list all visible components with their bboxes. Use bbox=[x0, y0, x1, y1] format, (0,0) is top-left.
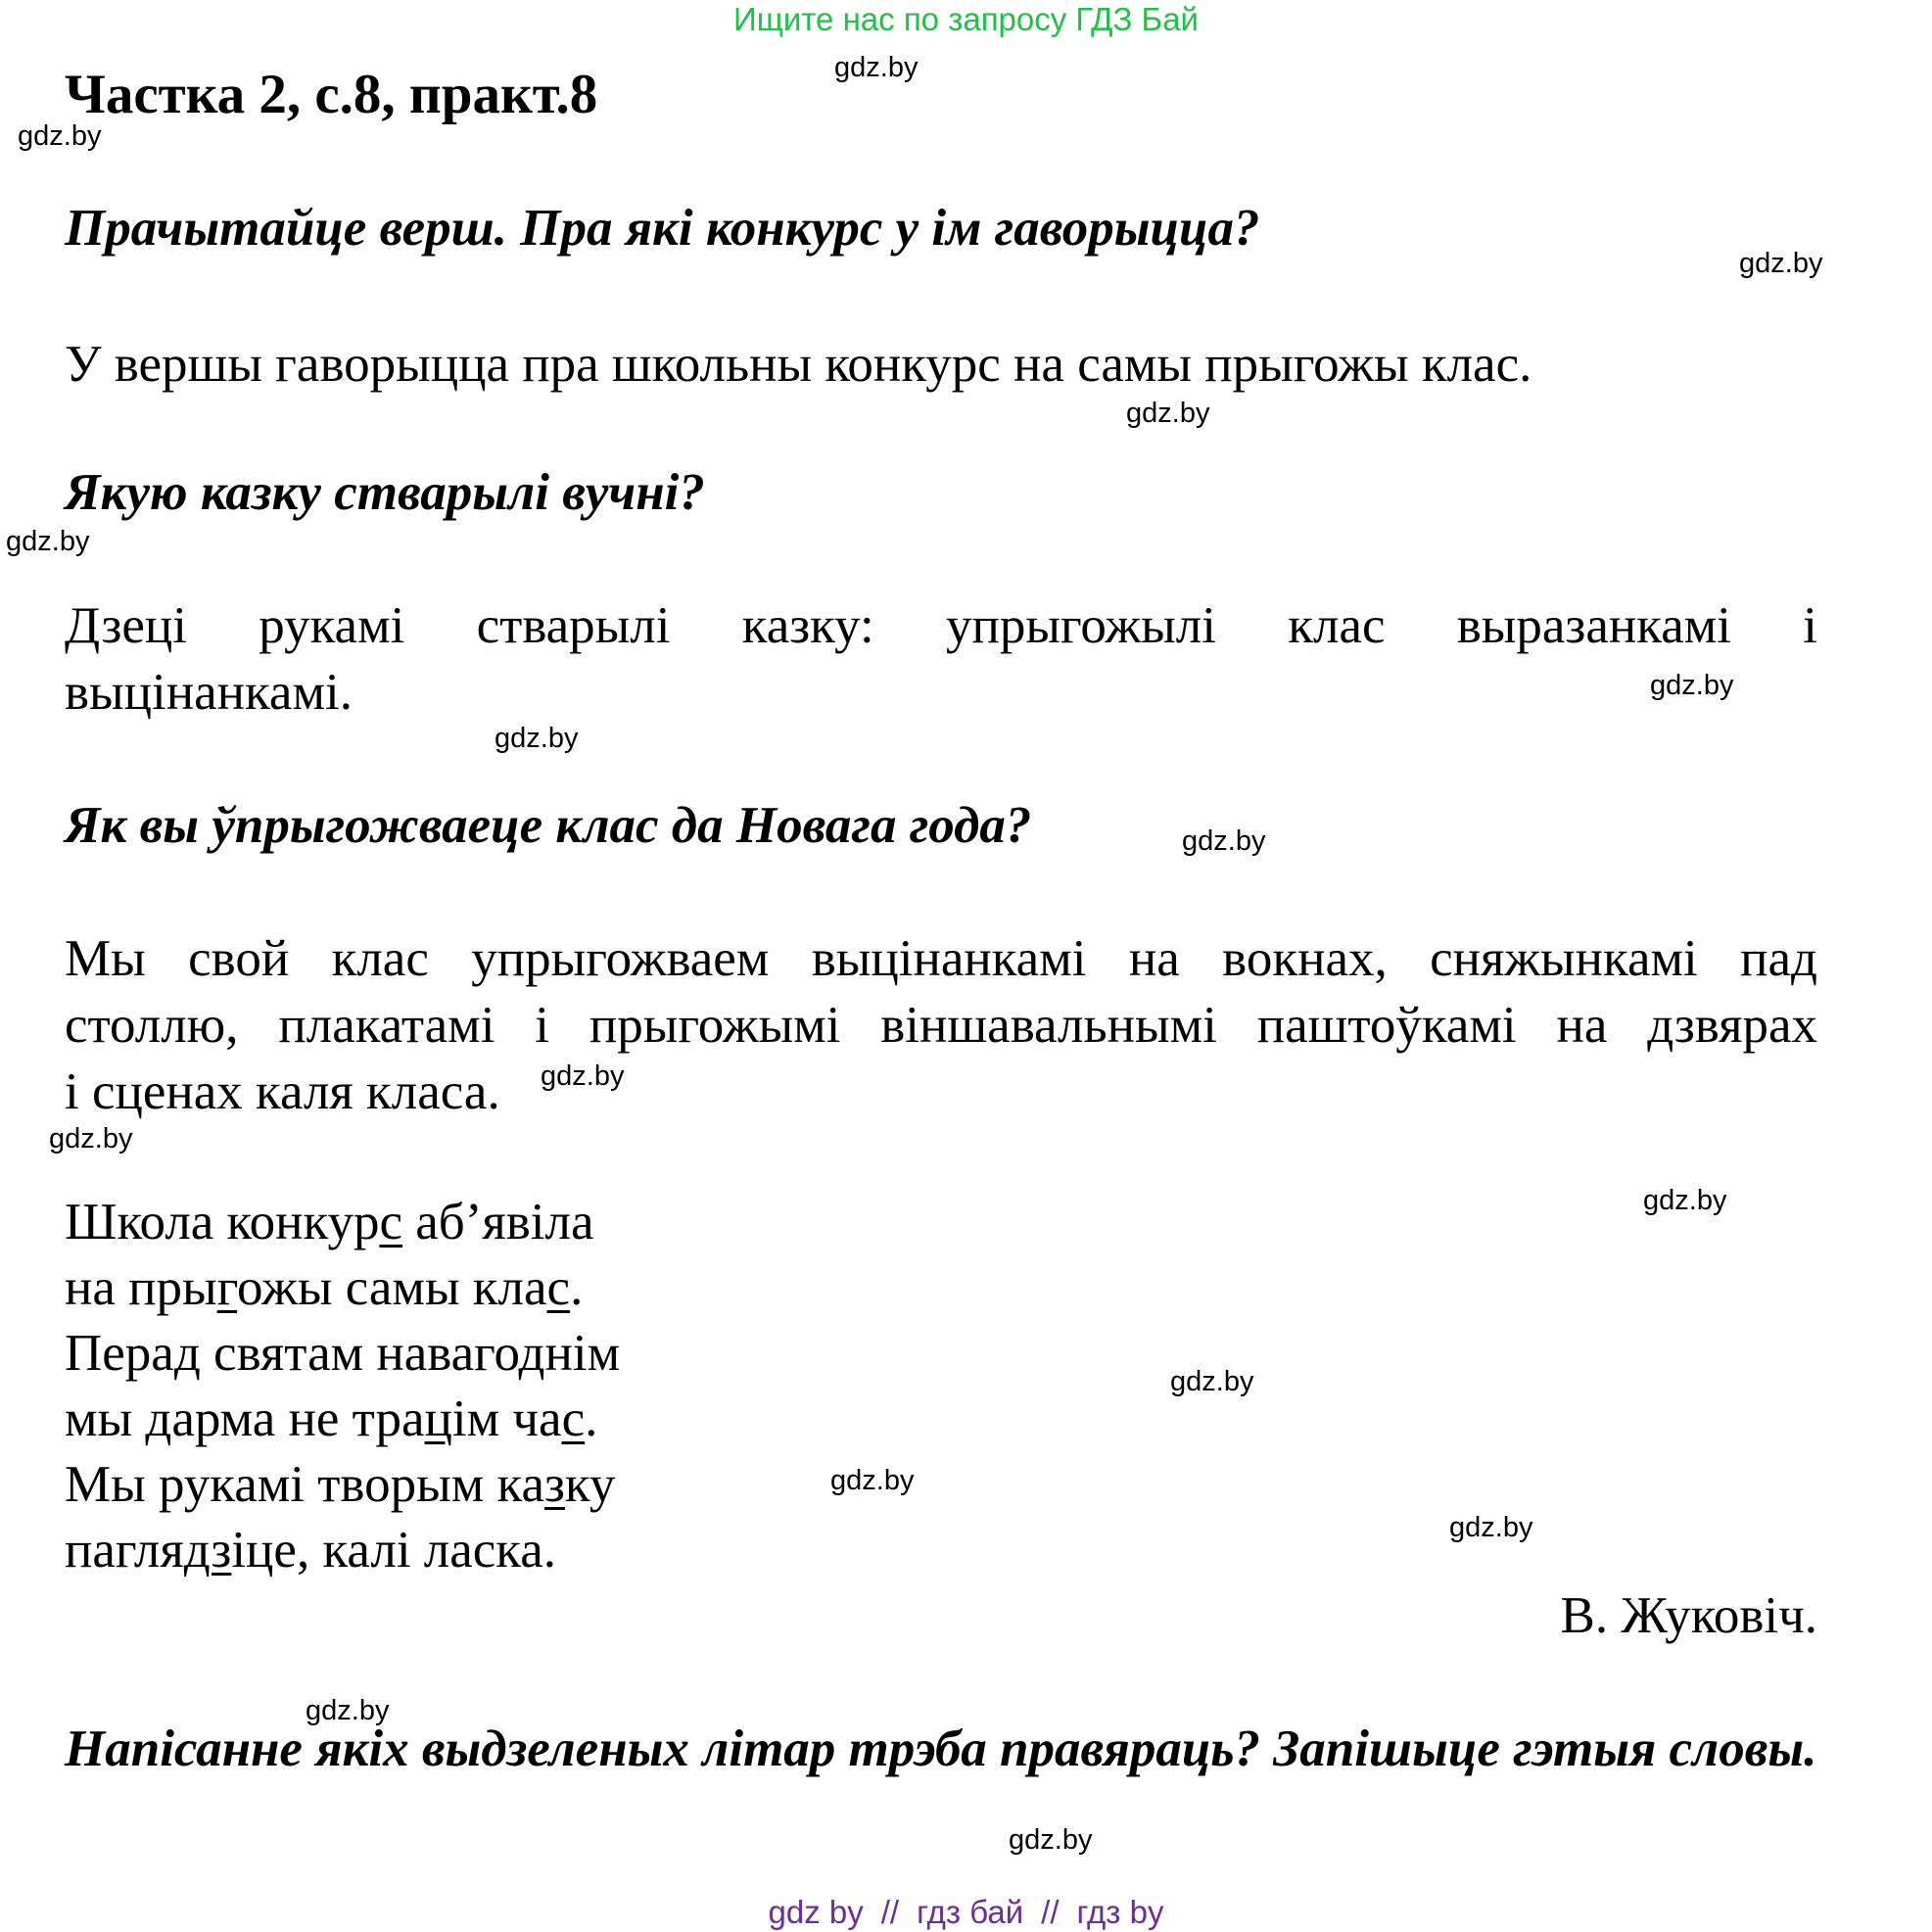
answer-3-line-3: і сценах каля класа. bbox=[65, 1063, 500, 1120]
footer-link-gdz-by[interactable]: gdz by bbox=[768, 1894, 864, 1930]
watermark: gdz.by bbox=[495, 723, 579, 754]
footer-link-gdz-bai[interactable]: гдз бай bbox=[917, 1894, 1024, 1930]
highlighted-letter: дз bbox=[183, 1522, 232, 1579]
answer-1: У вершы гаворыцца пра школьны конкурс на самы прыгожы клас. bbox=[65, 336, 1532, 393]
highlighted-letter: г bbox=[216, 1259, 238, 1316]
top-banner: Ищите нас по запросу ГДЗ Бай bbox=[733, 1, 1199, 37]
question-1: Прачытайце верш. Пра які конкурс у ім гаворыцца? bbox=[65, 200, 1260, 257]
watermark: gdz.by bbox=[18, 120, 102, 152]
poem-text: іце, калі ласка. bbox=[231, 1522, 557, 1579]
poem-author: В. Жуковіч. bbox=[1560, 1587, 1817, 1644]
footer bbox=[0, 1893, 1932, 1932]
answer-2 bbox=[65, 592, 1817, 726]
watermark: gdz.by bbox=[830, 1465, 915, 1496]
question-3: Як вы ўпрыгожваеце клас да Новага года? bbox=[65, 797, 1032, 854]
poem-text: ку bbox=[564, 1456, 616, 1513]
footer-separator: // bbox=[880, 1894, 900, 1930]
watermark: gdz.by bbox=[1009, 1824, 1093, 1856]
poem-text: . bbox=[570, 1259, 584, 1316]
highlighted-letter: с bbox=[561, 1390, 586, 1447]
poem-text: на пры bbox=[65, 1259, 217, 1316]
question-2: Якую казку стварылі вучні? bbox=[65, 464, 705, 521]
watermark: gdz.by bbox=[6, 526, 90, 557]
watermark: gdz.by bbox=[1182, 825, 1266, 857]
poem-line-4 bbox=[65, 1387, 620, 1452]
watermark: gdz.by bbox=[1449, 1512, 1533, 1543]
watermark: gdz.by bbox=[834, 52, 919, 83]
highlighted-letter: з bbox=[543, 1456, 565, 1513]
answer-3 bbox=[65, 925, 1817, 1125]
answer-2-line-1: Дзеці рукамі стварылі казку: упрыгожылі клас выразанкамі і bbox=[65, 597, 1817, 654]
watermark: gdz.by bbox=[1643, 1185, 1727, 1216]
watermark: gdz.by bbox=[49, 1123, 133, 1154]
final-question: Напісанне якіх выдзеленых літар трэба правяраць? Запішыце гэтыя словы. bbox=[65, 1720, 1817, 1777]
watermark: gdz.by bbox=[1650, 670, 1734, 701]
highlighted-letter: с bbox=[379, 1194, 402, 1250]
highlighted-letter: ц bbox=[424, 1390, 452, 1447]
answer-2-line-2: выцінанкамі. bbox=[65, 664, 353, 721]
watermark: gdz.by bbox=[306, 1695, 390, 1726]
poem-line-3: Перад святам навагоднім bbox=[65, 1325, 621, 1382]
poem-text: пагля bbox=[65, 1522, 184, 1579]
footer-link-gdz-by-cyr[interactable]: гдз by bbox=[1076, 1894, 1164, 1930]
page-title: Частка 2, с.8, практ.8 bbox=[65, 64, 598, 125]
poem-text: аб’явіла bbox=[402, 1194, 594, 1250]
poem-line-5 bbox=[65, 1452, 620, 1518]
poem-text: Школа конкур bbox=[65, 1194, 380, 1250]
poem-text: ожы самы кла bbox=[237, 1259, 547, 1316]
poem-text: ім ча bbox=[451, 1390, 562, 1447]
watermark: gdz.by bbox=[1126, 398, 1210, 429]
highlighted-letter: с bbox=[546, 1259, 571, 1316]
poem bbox=[65, 1190, 620, 1583]
footer-separator: // bbox=[1041, 1894, 1060, 1930]
watermark: gdz.by bbox=[1739, 248, 1823, 279]
poem-text: Мы рукамі творым ка bbox=[65, 1456, 544, 1513]
answer-3-line-1: Мы свой клас упрыгожваем выцінанкамі на вокнах, сняжынкамі пад bbox=[65, 930, 1817, 987]
poem-text: . bbox=[585, 1390, 598, 1447]
watermark: gdz.by bbox=[1170, 1366, 1254, 1397]
poem-line-1 bbox=[65, 1190, 620, 1255]
poem-line-6 bbox=[65, 1518, 620, 1583]
poem-line-2 bbox=[65, 1255, 620, 1321]
poem-text: мы дарма не тра bbox=[65, 1390, 425, 1447]
watermark: gdz.by bbox=[541, 1060, 625, 1092]
answer-3-line-2: столлю, плакатамі і прыгожымі віншавальнымі паштоўкамі на дзвярах bbox=[65, 997, 1817, 1054]
